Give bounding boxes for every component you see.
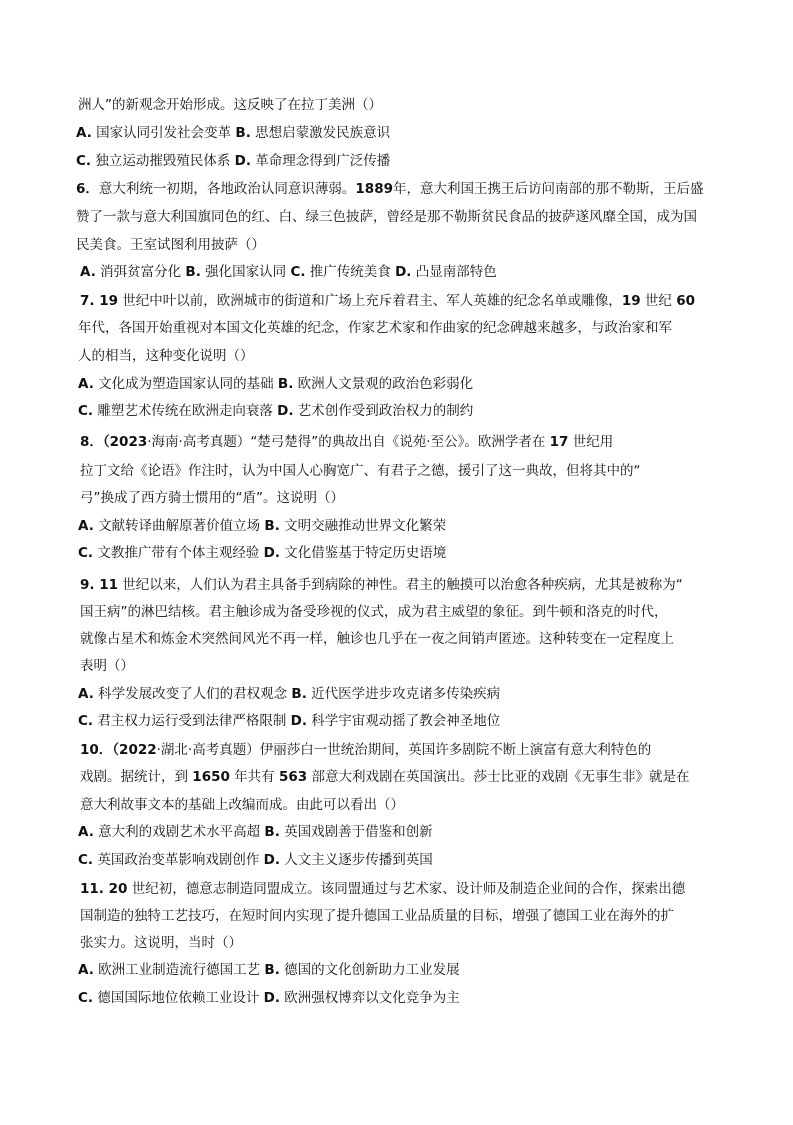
text-segment: 世纪用 [568, 434, 614, 450]
bold-marker: B. [264, 518, 280, 534]
text-segment: 意大利统一初期，各地政治认同意识薄弱。 [98, 181, 356, 197]
text-line [78, 346, 254, 366]
text-line [78, 543, 446, 563]
text-segment: 意大利故事文本的基础上改编而成。由此可以看出（） [80, 797, 404, 813]
text-segment: 文明交融推动世界文化繁荣 [279, 518, 447, 534]
bold-marker: B. [264, 824, 280, 840]
text-line [78, 684, 500, 704]
bold-marker: A. [78, 518, 94, 534]
text-line [76, 123, 390, 143]
text-line [80, 879, 685, 899]
text-segment: 表明（） [80, 658, 134, 674]
text-line [78, 960, 460, 980]
text-segment: 独立运动摧毁殖民体系 [91, 153, 235, 169]
text-line [80, 656, 134, 676]
bold-marker: 17 [549, 434, 569, 450]
text-segment: 意大利的戏剧艺术水平高超 [93, 824, 265, 840]
bold-marker: B. [291, 686, 307, 702]
text-segment: 艺术创作受到政治权力的制约 [293, 403, 474, 419]
text-segment: ·湖北·高考真题）伊丽莎白一世统治期间，英国许多剧院不断上演富有意大利特色的 [156, 742, 652, 758]
text-segment: 年代，各国开始重视对本国文化英雄的纪念，作家艺术家和作曲家的纪念碑越来越多，与政治家和军 [78, 320, 672, 336]
text-segment: 国家认同引发社会变革 [91, 125, 236, 141]
text-segment: 英国戏剧善于借鉴和创新 [279, 824, 433, 840]
bold-marker: A. [78, 376, 94, 392]
text-segment: 就像占星术和炼金术突然间风光不再一样，触诊也几乎在一夜之间销声匿迹。这种转变在一定程度上 [80, 631, 674, 647]
text-segment: 人的相当，这种变化说明（） [78, 348, 254, 364]
bold-marker: A. [78, 686, 94, 702]
bold-marker: D. [234, 153, 251, 169]
text-segment: 推广传统美食 [305, 264, 396, 280]
bold-marker: C. [78, 403, 94, 419]
text-segment: 思想启蒙激发民族意识 [250, 125, 391, 141]
text-segment: 欧洲人文景观的政治色彩弱化 [293, 376, 474, 392]
bold-marker: 19 [621, 293, 641, 309]
text-line [78, 401, 473, 421]
bold-marker: A. [76, 125, 92, 141]
text-segment: 欧洲工业制造流行德国工艺 [93, 962, 265, 978]
text-segment: 戏剧。据统计，到 [80, 769, 193, 785]
bold-marker: D. [263, 990, 280, 1006]
bold-marker: A. [78, 824, 94, 840]
bold-marker: 10．（ [80, 742, 120, 758]
bold-marker: 8．（ [80, 434, 110, 450]
text-line [80, 740, 651, 760]
bold-marker: D. [263, 852, 280, 868]
bold-marker: B. [235, 125, 251, 141]
bold-marker: 9. 11 [80, 577, 119, 593]
text-segment: ·海南·高考真题）“楚弓楚得”的典故出自《说苑·至公》。欧洲学者在 [147, 434, 550, 450]
text-segment: 民美食。王室试图利用披萨（） [76, 237, 265, 253]
text-segment: 德国的文化创新助力工业发展 [279, 962, 460, 978]
bold-marker: 1889 [355, 181, 393, 197]
text-line [78, 850, 433, 870]
text-segment: 国王病”的淋巴结核。君主触诊成为备受珍视的仪式，成为君主威望的象征。到牛顿和洛克的时代， [80, 604, 668, 620]
text-line [78, 822, 433, 842]
text-line [76, 235, 265, 255]
text-segment: 国制造的独特工艺技巧，在短时间内实现了提升德国工业品质量的目标，增强了德国工业在海外的扩 [80, 908, 674, 924]
bold-marker: D. [395, 264, 412, 280]
text-segment: 革命理念得到广泛传播 [250, 153, 391, 169]
text-line [76, 179, 703, 199]
text-line [80, 767, 689, 787]
text-segment: 拉丁文给《论语》作注时，认为中国人心胸宽广、有君子之德，援引了这一典故，但将其中的“ [80, 463, 641, 479]
text-segment: 年共有 [229, 769, 279, 785]
bold-marker: D. [263, 545, 280, 561]
text-segment: 部意大利戏剧在英国演出。莎士比亚的戏剧《无事生非》就是在 [307, 769, 690, 785]
text-line [78, 374, 473, 394]
text-line [80, 795, 404, 815]
text-segment: 文化成为塑造国家认同的基础 [93, 376, 278, 392]
text-segment: 文献转译曲解原著价值立场 [93, 518, 265, 534]
text-segment: 弓”换成了西方骑士惯用的“盾”。这说明（） [80, 490, 344, 506]
text-line [80, 906, 674, 926]
text-line [80, 262, 497, 282]
text-line [80, 488, 344, 508]
text-segment: 科学宇宙观动摇了教会神圣地位 [306, 713, 501, 729]
bold-marker: 2023 [109, 434, 148, 450]
text-line [78, 988, 460, 1008]
bold-marker: D. [290, 713, 307, 729]
text-segment: 文教推广带有个体主观经验 [93, 545, 264, 561]
bold-marker: A. [78, 962, 94, 978]
text-line [78, 516, 446, 536]
text-segment: 人文主义逐步传播到英国 [279, 852, 433, 868]
text-segment: 世纪中叶以前，欧洲城市的街道和广场上充斥着君主、军人英雄的纪念名单或雕像， [118, 293, 622, 309]
text-segment: 雕塑艺术传统在欧洲走向衰落 [93, 403, 278, 419]
bold-marker: C. [290, 264, 306, 280]
bold-marker: B. [277, 376, 294, 392]
bold-marker: C. [78, 852, 94, 868]
text-line [80, 291, 695, 311]
text-line [80, 933, 242, 953]
bold-marker: 1650 [192, 769, 230, 785]
text-line [80, 575, 683, 595]
text-segment: 君主权力运行受到法律严格限制 [93, 713, 291, 729]
bold-marker: A. [80, 264, 96, 280]
text-line [80, 629, 674, 649]
text-segment: 英国政治变革影响戏剧创作 [93, 852, 264, 868]
text-segment: 德国国际地位依赖工业设计 [93, 990, 264, 1006]
bold-marker: 11. 20 [80, 881, 128, 897]
text-line [78, 95, 382, 115]
text-segment: 文化借鉴基于特定历史语境 [279, 545, 447, 561]
text-segment: 消弭贫富分化 [95, 264, 186, 280]
text-segment: 欧洲强权博弈以文化竞争为主 [279, 990, 460, 1006]
bold-marker: B. [264, 962, 280, 978]
bold-marker: D. [277, 403, 294, 419]
bold-marker: C. [78, 545, 94, 561]
bold-marker: 7. 19 [80, 293, 119, 309]
bold-marker: 60 [676, 293, 695, 309]
text-segment: 科学发展改变了人们的君权观念 [93, 686, 292, 702]
text-segment: 世纪初，德意志制造同盟成立。该同盟通过与艺术家、设计师及制造企业间的合作，探索出德 [127, 881, 686, 897]
text-segment: 赞了一款与意大利国旗同色的红、白、绿三色披萨，曾经是那不勒斯贫民食品的披萨遂风靡全国，成为国 [76, 209, 697, 225]
text-segment: 强化国家认同 [200, 264, 291, 280]
bold-marker: 2022 [119, 742, 157, 758]
text-line [80, 602, 668, 622]
bold-marker: C. [76, 153, 92, 169]
text-line [76, 207, 697, 227]
bold-marker: B. [185, 264, 201, 280]
text-segment: 凸显南部特色 [411, 264, 497, 280]
bold-marker: C. [78, 990, 94, 1006]
text-segment: 世纪以来，人们认为君主具备手到病除的神性。君主的触摸可以治愈各种疾病，尤其是被称为“ [118, 577, 683, 593]
text-segment: 洲人”的新观念开始形成。这反映了在拉丁美洲（） [78, 97, 382, 113]
text-segment: 张实力。这说明，当时（） [80, 935, 242, 951]
text-line [80, 432, 613, 452]
text-segment: 年，意大利国王携王后访问南部的那不勒斯，王后盛 [392, 181, 704, 197]
text-segment: 近代医学进步攻克诸多传染疾病 [306, 686, 501, 702]
text-segment: 世纪 [640, 293, 677, 309]
bold-marker: 6． [76, 181, 99, 197]
bold-marker: 563 [278, 769, 308, 785]
text-line [76, 151, 390, 171]
bold-marker: C. [78, 713, 94, 729]
text-line [80, 461, 641, 481]
text-line [78, 711, 500, 731]
text-line [78, 318, 672, 338]
